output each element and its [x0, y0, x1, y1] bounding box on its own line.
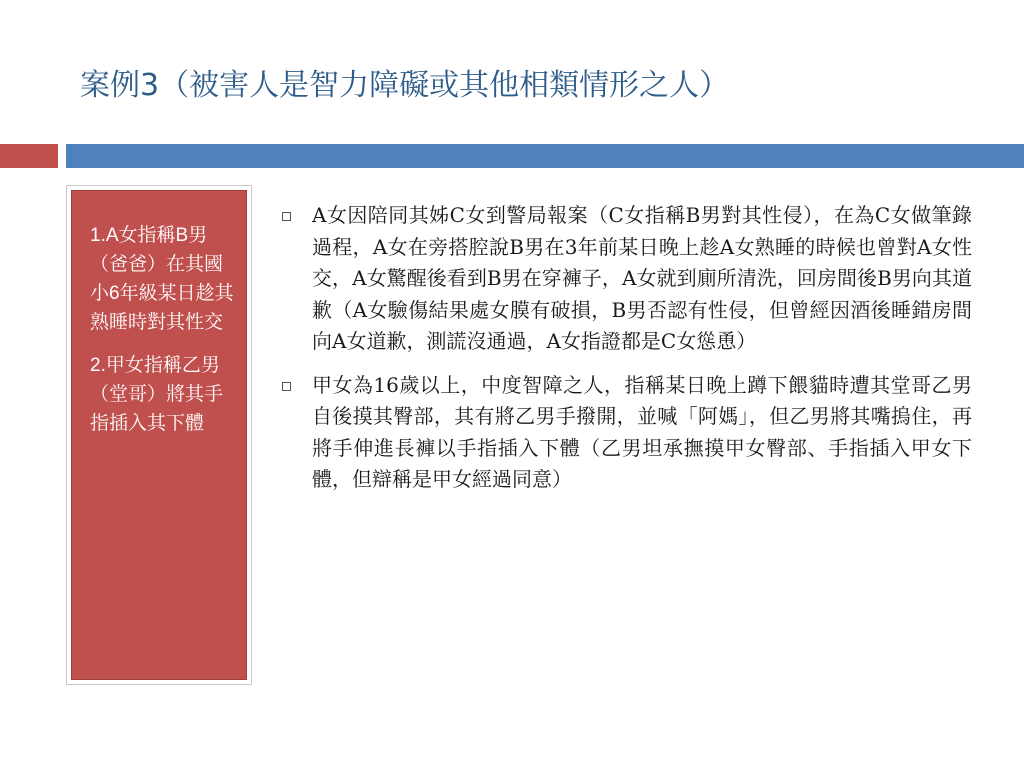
case-summary-box: [71, 190, 247, 680]
case-summary-item-1: 1.A女指稱B男（爸爸）在其國小6年級某日趁其熟睡時對其性交: [90, 225, 234, 333]
case-detail-bullet-2: [282, 370, 972, 496]
hollow-square-bullet-icon: [282, 212, 291, 221]
header-band-blue: [66, 144, 1024, 168]
header-band-red: [0, 144, 58, 168]
case-summary-item-2: 2.甲女指稱乙男（堂哥）將其手指插入其下體: [90, 355, 224, 434]
case-detail-text-2: 甲女為16歲以上，中度智障之人，指稱某日晚上蹲下餵貓時遭其堂哥乙男自後摸其臀部，其有將乙男手撥開，並喊「阿媽」，但乙男將其嘴摀住，再將手伸進長褲以手指插入下體（乙男坦承撫摸甲女臀部、手指插入甲女下體，但辯稱是甲女經過同意）: [312, 372, 972, 491]
slide-title: 案例3（被害人是智力障礙或其他相類情形之人）: [80, 68, 730, 103]
case-detail-bullet-1: [282, 200, 972, 358]
case-details: [282, 200, 972, 508]
hollow-square-bullet-icon: [282, 382, 291, 391]
case-detail-text-1: A女因陪同其姊C女到警局報案（C女指稱B男對其性侵），在為C女做筆錄過程，A女在旁搭腔說B男在3年前某日晚上趁A女熟睡的時候也曾對A女性交，A女驚醒後看到B男在穿褲子，A女就到廁所清洗，回房間後B男向其道歉（A女驗傷結果處女膜有破損，B男否認有性侵，但曾經因酒後睡錯房間向A女道歉，測謊沒通過，A女指證都是C女慫恿）: [312, 203, 972, 353]
case-summary-panel: [66, 185, 252, 685]
